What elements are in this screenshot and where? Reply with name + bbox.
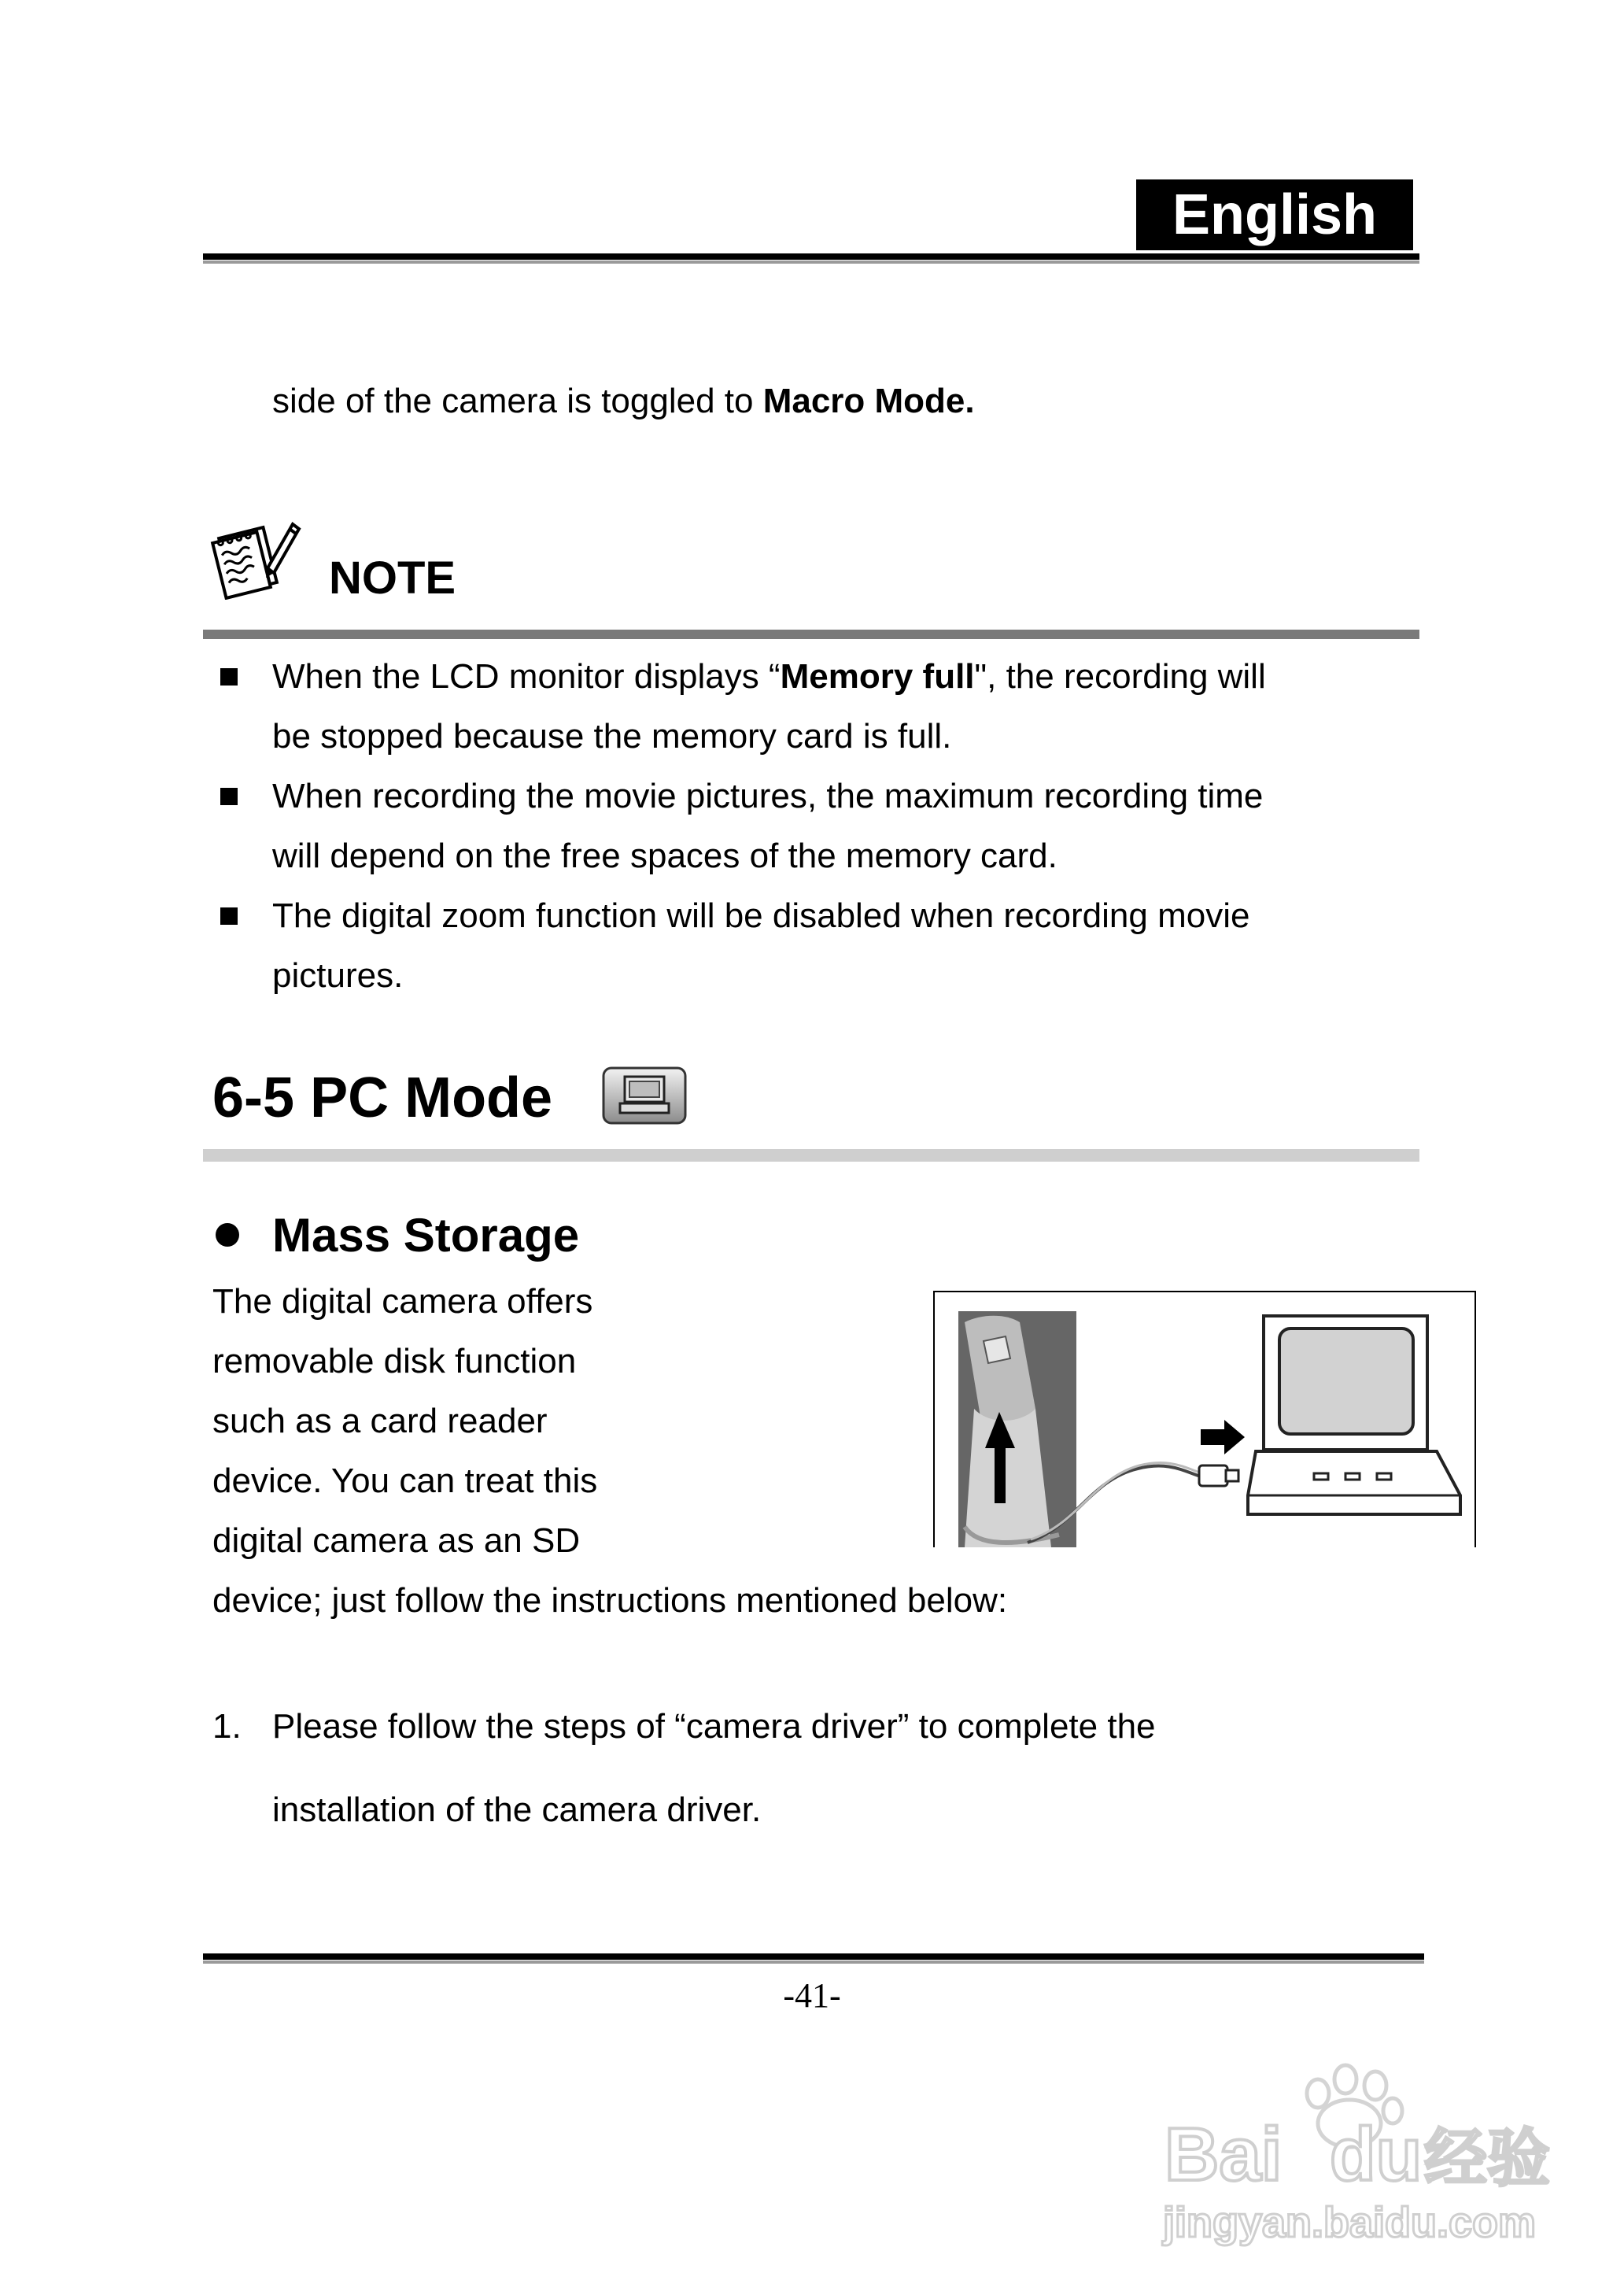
- usb-cable-to-computer-illustration: [933, 1291, 1476, 1547]
- continuation-text: side of the camera is toggled to: [272, 382, 763, 420]
- note-list: [212, 647, 1416, 1006]
- intro-line: removable disk function: [212, 1342, 577, 1380]
- note-item-line: pictures.: [272, 956, 404, 995]
- intro-line: device; just follow the instructions mentioned below:: [212, 1581, 1008, 1620]
- round-bullet-icon: [216, 1223, 239, 1247]
- section-rule: [203, 1149, 1419, 1162]
- svg-text:du: du: [1330, 2112, 1423, 2197]
- note-text: When the LCD monitor displays “: [272, 657, 781, 696]
- section-title: 6-5 PC Mode: [212, 1066, 553, 1129]
- svg-text:Bai: Bai: [1164, 2112, 1283, 2197]
- svg-text:经验: 经验: [1424, 2122, 1550, 2195]
- footer-rule: [203, 1953, 1424, 1960]
- intro-line: device. You can treat this: [212, 1462, 598, 1500]
- header-rule-shadow: [203, 261, 1419, 264]
- step-text-line: installation of the camera driver.: [272, 1791, 762, 1829]
- note-item-line: When recording the movie pictures, the maximum recording time: [272, 777, 1264, 815]
- intro-line: The digital camera offers: [212, 1282, 593, 1321]
- header-rule: [203, 253, 1419, 260]
- baidu-watermark-logo: [1157, 2062, 1550, 2251]
- square-bullet-icon: [220, 668, 238, 686]
- computer-icon: [1248, 1316, 1460, 1514]
- square-bullet-icon: [220, 788, 238, 805]
- square-bullet-icon: [220, 907, 238, 925]
- note-text: ", the recording will: [974, 657, 1266, 696]
- memory-full-label: Memory full: [780, 657, 975, 696]
- notepad-pencil-icon: [208, 513, 302, 600]
- note-title: NOTE: [329, 552, 456, 604]
- macro-mode-label: Macro Mode.: [762, 382, 975, 420]
- intro-line: such as a card reader: [212, 1402, 548, 1440]
- note-item: [212, 767, 1416, 886]
- step-number: 1.: [212, 1707, 242, 1746]
- intro-line: digital camera as an SD: [212, 1521, 581, 1560]
- page-number: -41-: [783, 1976, 841, 2015]
- intro-paragraph: [212, 1272, 597, 1571]
- camera-port-photo: [958, 1311, 1076, 1547]
- note-item-line: be stopped because the memory card is full.: [272, 717, 952, 756]
- note-item-line: will depend on the free spaces of the memory card.: [272, 837, 1057, 875]
- step-text-line: Please follow the steps of “camera driver” to complete the: [272, 1707, 1156, 1746]
- note-item: [212, 886, 1416, 1006]
- language-tab: English: [1136, 179, 1413, 250]
- note-rule: [203, 630, 1419, 639]
- pc-mode-icon: [601, 1066, 688, 1125]
- continuation-line: [272, 371, 975, 431]
- note-item: [212, 647, 1416, 767]
- subsection-title: Mass Storage: [272, 1209, 580, 1262]
- note-item-line: [272, 647, 1416, 707]
- svg-text:jingyan.baidu.com: jingyan.baidu.com: [1163, 2199, 1537, 2246]
- footer-rule-shadow: [203, 1961, 1424, 1964]
- note-item-line: The digital zoom function will be disabled when recording movie: [272, 896, 1250, 935]
